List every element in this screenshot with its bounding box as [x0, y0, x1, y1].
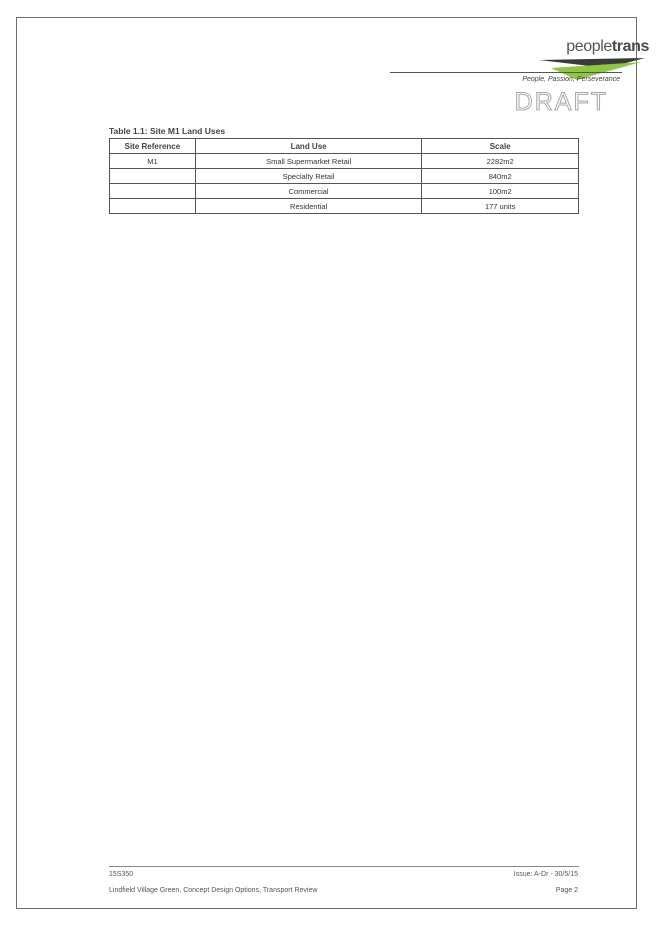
footer-issue: Issue: A-Dr - 30/5/15	[513, 871, 578, 878]
logo-suffix: trans	[611, 38, 649, 55]
cell-land-use: Commercial	[195, 184, 421, 199]
cell-land-use: Residential	[195, 199, 421, 214]
table-header-row	[110, 139, 579, 154]
draft-watermark: DRAFT	[514, 88, 608, 116]
cell-scale: 840m2	[422, 169, 579, 184]
footer-project-title: Lindfield Village Green, Concept Design Options, Transport Review	[109, 887, 318, 894]
cell-site-reference	[110, 184, 196, 199]
logo-wordmark	[566, 38, 649, 56]
header-rule	[390, 72, 622, 73]
footer-project-number: 15S350	[109, 871, 134, 878]
cell-site-reference	[110, 199, 196, 214]
footer-rule	[109, 866, 579, 867]
cell-site-reference: M1	[110, 154, 196, 169]
table-row	[110, 199, 579, 214]
company-tagline: People, Passion, Perseverance	[522, 76, 620, 83]
table-row	[110, 169, 579, 184]
cell-land-use: Specialty Retail	[195, 169, 421, 184]
land-use-table	[109, 138, 579, 214]
logo-prefix: people	[566, 38, 612, 55]
table-caption: Table 1.1: Site M1 Land Uses	[109, 126, 226, 136]
cell-scale: 2282m2	[422, 154, 579, 169]
cell-site-reference	[110, 169, 196, 184]
cell-scale: 177 units	[422, 199, 579, 214]
document-page	[16, 17, 649, 909]
header-land-use: Land Use	[195, 139, 421, 154]
header-scale: Scale	[422, 139, 579, 154]
cell-scale: 100m2	[422, 184, 579, 199]
cell-land-use: Small Supermarket Retail	[195, 154, 421, 169]
table-row	[110, 184, 579, 199]
header-site-reference: Site Reference	[110, 139, 196, 154]
table-row	[110, 154, 579, 169]
footer-page-number: Page 2	[555, 887, 578, 894]
